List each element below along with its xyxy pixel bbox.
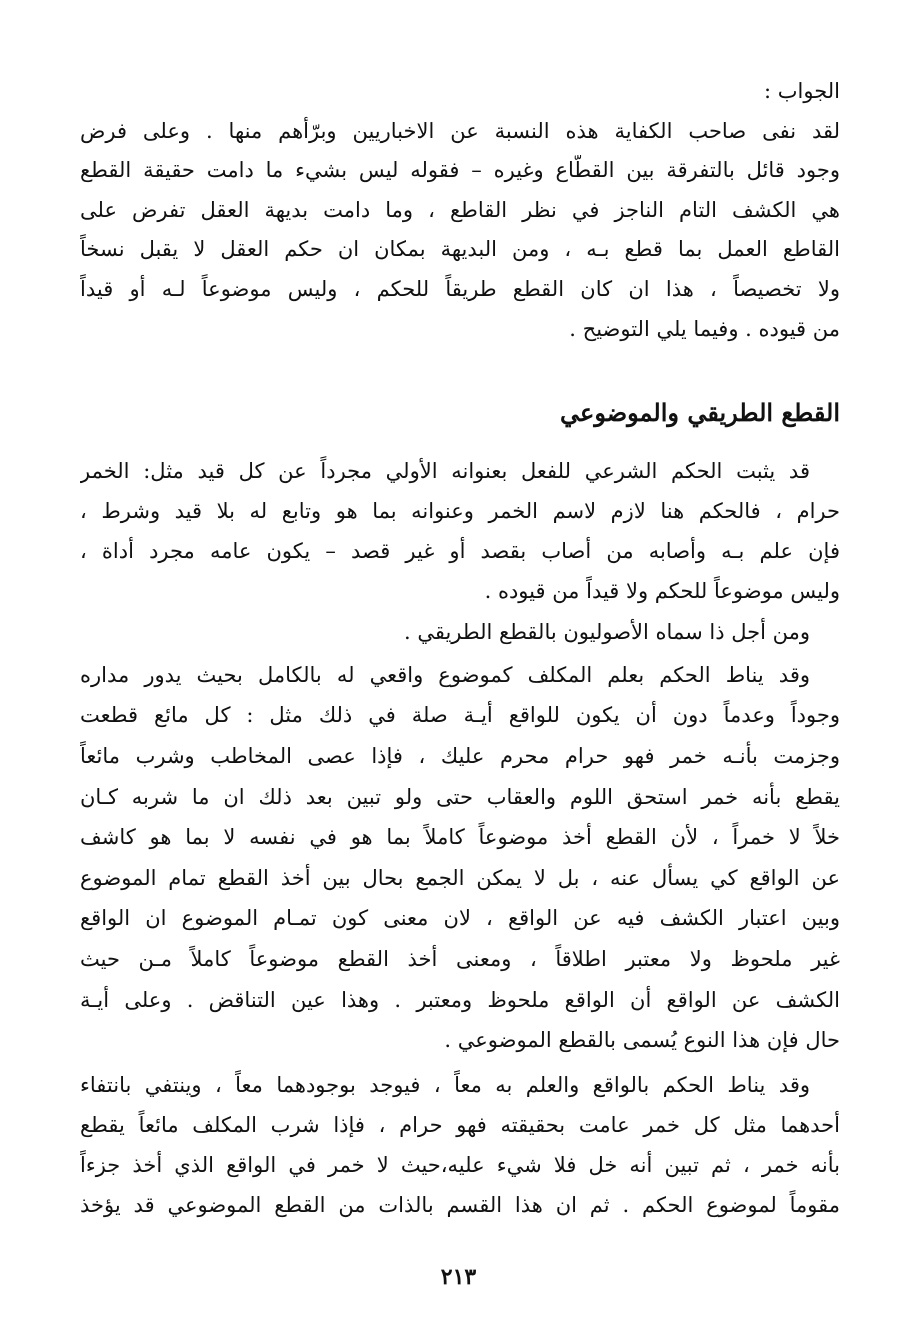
paragraph4-line: يقطع بأنه خمر استحق اللوم والعقاب حتى ولو تبين بعد ذلك ان ما شربه كـان [80, 785, 840, 809]
page-number: ٢١٣ [440, 1264, 477, 1290]
paragraph1-line: من قيوده . وفيما يلي التوضيح . [569, 317, 840, 341]
section-heading: القطع الطريقي والموضوعي [560, 398, 840, 427]
paragraph4-line: الكشف عن الواقع أن الواقع ملحوظ ومعتبر . وهذا عين التناقض . وعلى أيـة [80, 988, 840, 1012]
paragraph4-line: وقد يناط الحكم بعلم المكلف كموضوع واقعي له بالكامل بحيث يدور مداره [80, 663, 810, 687]
paragraph4-line: غير ملحوظ ولا معتبر اطلاقاً ، ومعنى أخذ القطع موضوعاً كاملاً مـن حيث [80, 947, 840, 971]
paragraph5-line: وقد يناط الحكم بالواقع والعلم به معاً ، فيوجد بوجودهما معاً ، وينتفي بانتفاء [80, 1073, 810, 1097]
paragraph4-line: حال فإن هذا النوع يُسمى بالقطع الموضوعي . [444, 1028, 840, 1052]
answer-label: الجواب : [764, 79, 840, 103]
paragraph4-line: عن الواقع كي يسأل عنه ، بل لا يمكن الجمع بحال بين أخذ القطع تمام الموضوع [80, 866, 840, 890]
paragraph2-line: حرام ، فالحكم هنا لازم لاسم الخمر وعنوانه بما هو وتابع له بلا قيد وشرط ، [80, 499, 840, 523]
paragraph2-line: قد يثبت الحكم الشرعي للفعل بعنوانه الأولي مجرداً عن كل قيد مثل: الخمر [80, 459, 810, 483]
paragraph5-line: بأنه خمر ، ثم تبين أنه خل فلا شيء عليه،حيث لا خمر في الواقع الذي أخذ جزءاً [80, 1153, 840, 1177]
paragraph3-line: ومن أجل ذا سماه الأصوليون بالقطع الطريقي . [403, 620, 810, 644]
paragraph4-line: خلاً لا خمراً ، لأن القطع أخذ موضوعاً كاملاً بما هو في نفسه لا بما هو كاشف [80, 825, 840, 849]
paragraph1-line: ولا تخصيصاً ، هذا ان كان القطع طريقاً للحكم ، وليس موضوعاً لـه أو قيداً [80, 277, 840, 301]
paragraph4-line: وجزمت بأنـه خمر فهو حرام محرم عليك ، فإذا عصى المخاطب وشرب مائعاً [80, 744, 840, 768]
paragraph4-line: وجوداً وعدماً دون أن يكون للواقع أيـة صلة في ذلك مثل : كل مائع قطعت [80, 703, 840, 727]
paragraph1-line: وجود قائل بالتفرقة بين القطّاع وغيره – فقوله ليس بشيء ما دامت حقيقة القطع [80, 158, 840, 182]
paragraph4-line: وبين اعتبار الكشف فيه عن الواقع ، لان معنى كون تمـام الموضوع ان الواقع [80, 906, 840, 930]
paragraph2-line: وليس موضوعاً للحكم ولا قيداً من قيوده . [484, 579, 840, 603]
paragraph1-line: هي الكشف التام الناجز في نظر القاطع ، وما دامت بديهة العقل تفرض على [80, 198, 840, 222]
paragraph5-line: مقوماً لموضوع الحكم . ثم ان هذا القسم بالذات من القطع الموضوعي قد يؤخذ [80, 1193, 840, 1217]
paragraph5-line: أحدهما مثل كل خمر عامت بحقيقته فهو حرام ، فإذا شرب المكلف مائعاً يقطع [80, 1113, 840, 1137]
paragraph1-line: القاطع العمل بما قطع بـه ، ومن البديهة بمكان ان حكم العقل لا يقبل نسخاً [80, 237, 840, 261]
paragraph2-line: فإن علم بـه وأصابه من أصاب بقصد أو غير قصد – يكون عامه مجرد أداة ، [80, 539, 840, 563]
paragraph1-line: لقد نفى صاحب الكفاية هذه النسبة عن الاخباريين وبرّأهم منها . وعلى فرض [80, 119, 840, 143]
